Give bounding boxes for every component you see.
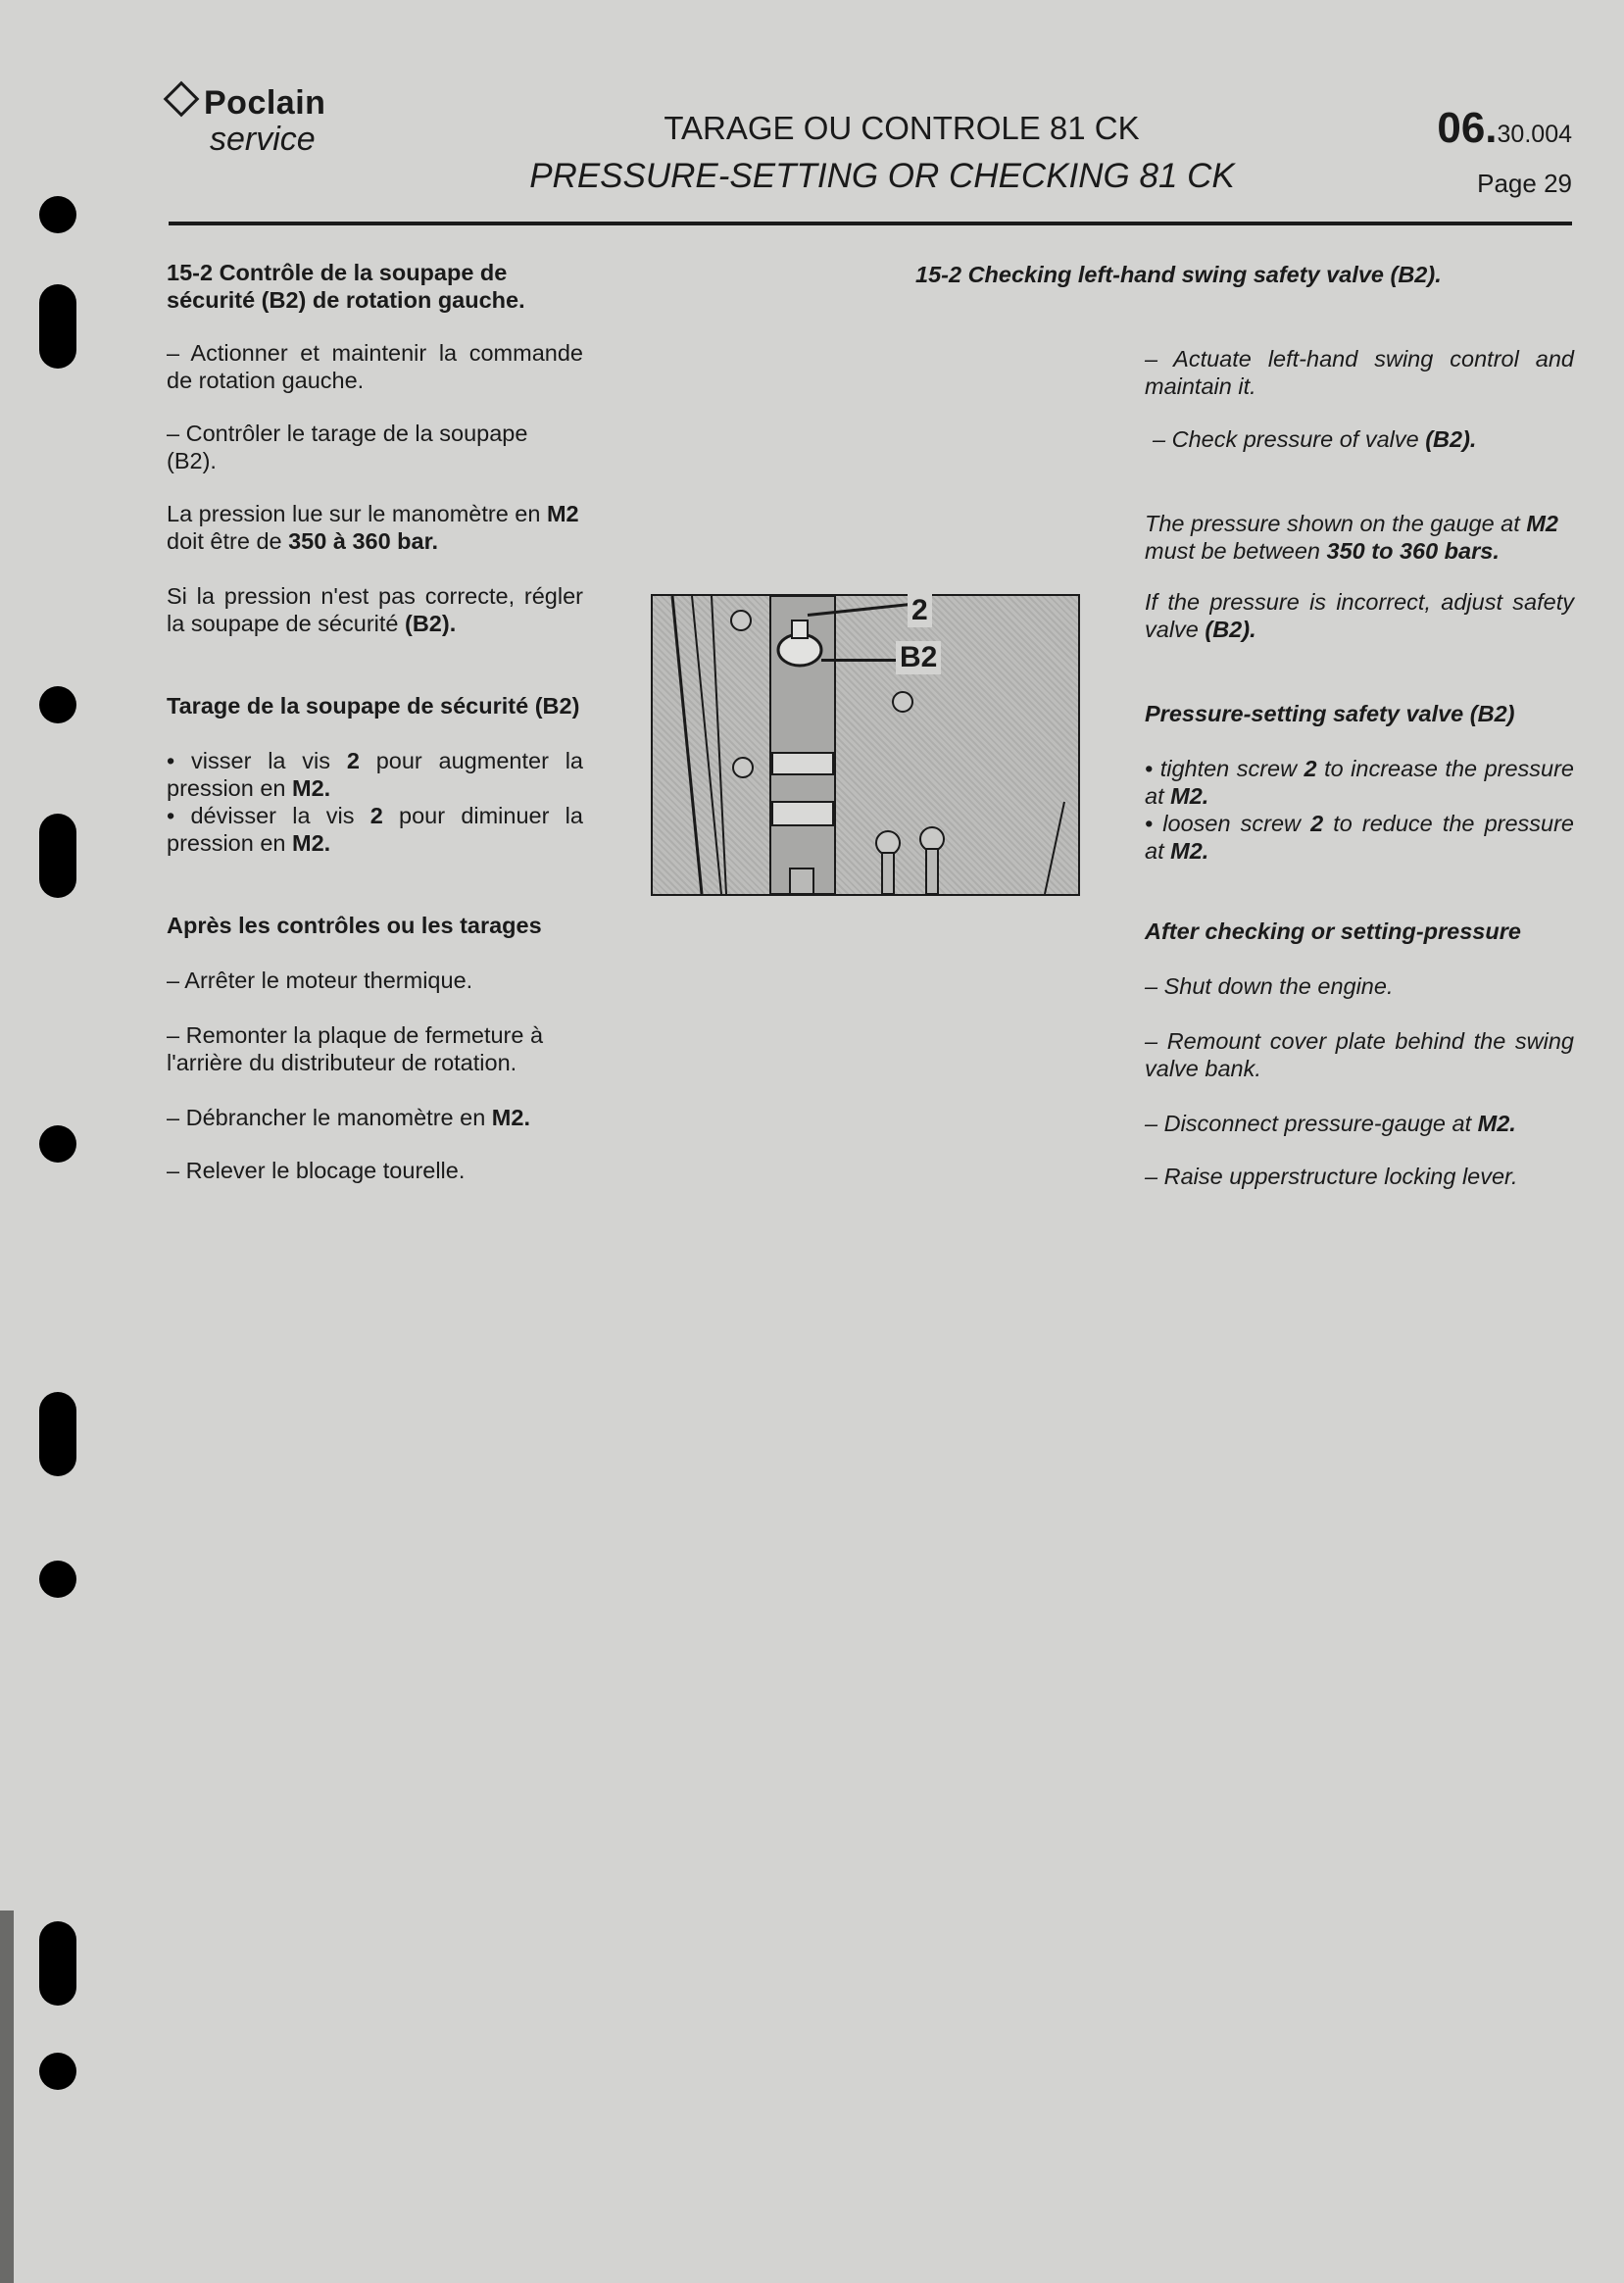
en-setting-bullets: • tighten screw 2 to increase the pressure at M2. • loosen screw 2 to reduce the pressure at M2. xyxy=(1145,756,1575,864)
diamond-logo-icon xyxy=(164,81,200,118)
leader-line-valve xyxy=(821,659,896,662)
binder-hole xyxy=(39,814,76,898)
en-after-step-4: – Raise upperstructure locking lever. xyxy=(1145,1164,1518,1189)
binder-hole xyxy=(39,1125,76,1163)
page-title-fr: TARAGE OU CONTROLE 81 CK xyxy=(664,110,1140,146)
en-after-step-1: – Shut down the engine. xyxy=(1145,973,1394,999)
fr-after-step-2: – Remonter la plaque de fermeture à l'arrière du distributeur de rotation. xyxy=(167,1022,544,1075)
figure-label-screw: 2 xyxy=(908,594,932,627)
service-label: service xyxy=(210,121,316,158)
figure-label-valve: B2 xyxy=(896,641,941,674)
en-subheading-setting: Pressure-setting safety valve (B2) xyxy=(1145,701,1515,726)
document-code: 06.30.004 xyxy=(1437,104,1572,152)
binder-hole xyxy=(39,1392,76,1476)
en-after-step-3: – Disconnect pressure-gauge at M2. xyxy=(1145,1111,1516,1136)
binder-hole xyxy=(39,2053,76,2090)
fr-step-2: – Contrôler le tarage de la soupape (B2). xyxy=(167,421,528,473)
binder-hole xyxy=(39,686,76,723)
valve-illustration xyxy=(653,596,1078,894)
fr-pressure-text: La pression lue sur le manomètre en M2 doit être de 350 à 360 bar. xyxy=(167,501,579,554)
binder-hole xyxy=(39,196,76,233)
fr-subheading-setting: Tarage de la soupape de sécurité (B2) xyxy=(167,693,580,719)
en-step-1: – Actuate left-hand swing control and maintain it. xyxy=(1145,346,1574,399)
en-subheading-after: After checking or setting-pressure xyxy=(1145,918,1521,944)
fr-after-step-1: – Arrêter le moteur thermique. xyxy=(167,968,473,993)
fr-heading: 15-2 Contrôle de la soupape de sécurité (B2) de rotation gauche. xyxy=(167,260,525,313)
valve-photo xyxy=(651,594,1080,896)
binder-hole xyxy=(39,284,76,369)
page-edge-shadow xyxy=(0,1911,14,2283)
poclain-logo xyxy=(169,84,325,159)
binder-hole xyxy=(39,1921,76,2006)
en-adjust-text: If the pressure is incorrect, adjust safety valve (B2). xyxy=(1145,589,1574,642)
brand-name: Poclain xyxy=(204,84,326,122)
binder-hole xyxy=(39,1561,76,1598)
fr-setting-bullets: • visser la vis 2 pour augmenter la pression en M2. • dévisser la vis 2 pour diminuer la pression en M2. xyxy=(167,748,583,856)
en-heading: 15-2 Checking left-hand swing safety valve (B2). xyxy=(915,262,1442,287)
fr-after-step-4: – Relever le blocage tourelle. xyxy=(167,1158,466,1183)
en-pressure-text: The pressure shown on the gauge at M2 must be between 350 to 360 bars. xyxy=(1145,511,1558,564)
page-number: Page 29 xyxy=(1477,169,1572,198)
en-step-2: – Check pressure of valve (B2). xyxy=(1153,426,1477,452)
page-title-en: PRESSURE-SETTING OR CHECKING 81 CK xyxy=(529,157,1235,195)
fr-after-step-3: – Débrancher le manomètre en M2. xyxy=(167,1105,530,1130)
fr-subheading-after: Après les contrôles ou les tarages xyxy=(167,913,542,938)
fr-adjust-text: Si la pression n'est pas correcte, régler la soupape de sécurité (B2). xyxy=(167,583,583,636)
fr-step-1: – Actionner et maintenir la commande de rotation gauche. xyxy=(167,340,583,393)
en-after-step-2: – Remount cover plate behind the swing valve bank. xyxy=(1145,1028,1574,1081)
header-rule xyxy=(169,222,1572,225)
